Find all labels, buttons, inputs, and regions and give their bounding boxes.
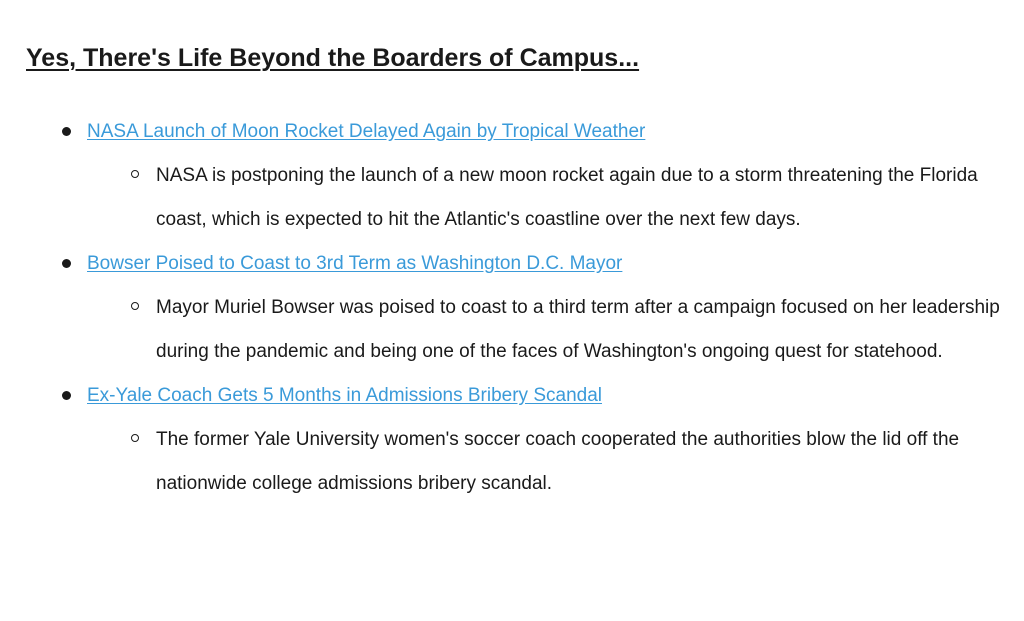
article-summary-nasa [156, 154, 1024, 242]
page-heading: Yes, There's Life Beyond the Boarders of Campus... [26, 44, 640, 72]
news-item-yale [87, 374, 1024, 506]
news-item-nasa [87, 110, 1024, 242]
summary-text: NASA is postponing the launch of a new moon rocket again due to a storm threatening the Florida coast, which is expected to hit the Atlantic's coastline over the next few days. [156, 165, 978, 230]
circle-bullet-icon [131, 170, 139, 178]
summary-list [87, 286, 1024, 374]
summary-list [87, 154, 1024, 242]
news-list [0, 110, 1024, 506]
circle-bullet-icon [131, 302, 139, 310]
bullet-icon [62, 391, 71, 400]
bullet-icon [62, 127, 71, 136]
bullet-icon [62, 259, 71, 268]
summary-text: Mayor Muriel Bowser was poised to coast to a third term after a campaign focused on her leadership during the pandemic and being one of the faces of Washington's ongoing quest for statehood. [156, 297, 1000, 362]
article-link-yale[interactable]: Ex-Yale Coach Gets 5 Months in Admissions Bribery Scandal [87, 385, 602, 406]
article-summary-bowser [156, 286, 1024, 374]
article-link-nasa[interactable]: NASA Launch of Moon Rocket Delayed Again by Tropical Weather [87, 121, 646, 142]
circle-bullet-icon [131, 434, 139, 442]
news-item-bowser [87, 242, 1024, 374]
article-summary-yale [156, 418, 1024, 506]
article-link-bowser[interactable]: Bowser Poised to Coast to 3rd Term as Washington D.C. Mayor [87, 253, 623, 274]
summary-list [87, 418, 1024, 506]
summary-text: The former Yale University women's soccer coach cooperated the authorities blow the lid off the nationwide college admissions bribery scandal. [156, 429, 960, 494]
